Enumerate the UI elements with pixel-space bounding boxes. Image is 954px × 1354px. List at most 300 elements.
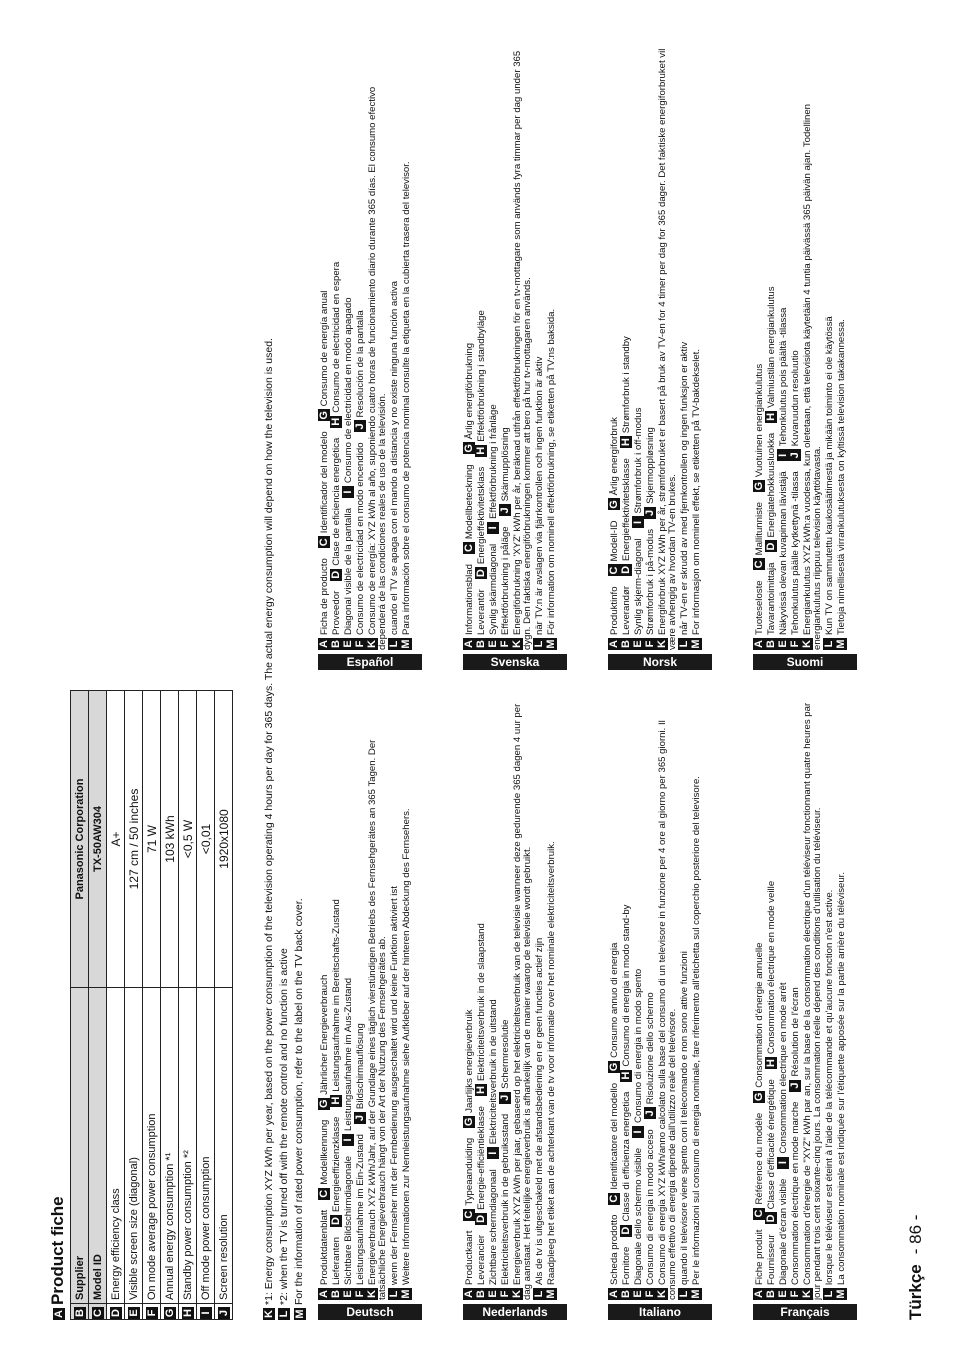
language-item	[355, 310, 366, 432]
language-line	[644, 690, 656, 1300]
row-key	[107, 1304, 125, 1320]
language-item	[790, 350, 801, 461]
item-text: Consumo de energía: XYZ kWh al año, suponiendo cuatro horas de funcionamiento diario durante 365 días. El consumo efectivo dependerá de las condiciones reales de uso de la televisión.	[366, 86, 388, 650]
item-key-badge: H	[475, 1084, 487, 1096]
language-line	[388, 40, 400, 650]
item-text: Leverantör	[475, 589, 487, 635]
row-key-badge: J	[218, 1307, 230, 1319]
item-text: Classe di efficienza energetica	[620, 1091, 632, 1222]
item-key-badge: F	[499, 1288, 511, 1300]
item-text: Ficha de producto	[318, 558, 330, 635]
item-key-badge: D	[475, 567, 487, 579]
item-text: Fournisseur	[765, 1234, 777, 1285]
item-text: Valmiustilan energiankulutus	[765, 286, 777, 408]
item-key-badge: D	[765, 1212, 777, 1224]
item-text: Strømforbruk i off-modus	[632, 407, 644, 514]
item-key-badge: B	[620, 638, 632, 650]
item-text: Energiforbruk XYZ kWh per år, strømforbruket er basert på bruk av TV-en for 4 timer per dag for 365 dager. Det faktiske energiforbruket vil være avhengig av hvordan TV-en brukes.	[656, 48, 678, 650]
language-name: Svenska	[490, 654, 540, 669]
language-item	[319, 431, 330, 548]
item-key-badge: J	[499, 1092, 511, 1104]
item-key-badge: K	[656, 1288, 668, 1300]
language-line	[318, 690, 330, 1300]
language-item	[343, 1156, 354, 1300]
row-label: Model ID	[89, 988, 107, 1304]
item-text: Energiatehokkuusluokka	[765, 432, 777, 538]
language-name-bar	[318, 654, 422, 670]
fiche-row	[179, 691, 197, 1320]
language-item	[645, 1129, 656, 1300]
language-line	[388, 690, 400, 1300]
language-name-bar	[463, 654, 567, 670]
row-label: Visible screen size (diagonal)	[125, 988, 143, 1304]
language-line	[835, 690, 847, 1300]
item-text: Leverandør	[620, 585, 632, 635]
language-line	[342, 40, 354, 650]
language-item	[836, 319, 847, 650]
row-label: Screen resolution	[215, 988, 233, 1304]
row-key-badge: C	[92, 1307, 104, 1319]
language-name: Norsk	[642, 654, 678, 669]
language-item	[488, 544, 499, 650]
language-item	[401, 161, 412, 650]
language-item	[790, 1102, 801, 1300]
language-item	[633, 1148, 644, 1300]
language-block	[463, 40, 567, 670]
language-body	[608, 690, 702, 1300]
row-value: TX-50AW304	[89, 691, 107, 988]
row-value: <0,01	[197, 691, 215, 988]
language-item	[534, 357, 545, 650]
language-item	[476, 589, 487, 650]
item-text: när TV:n är avslagen via fjärrkontrollen och ingen funktion är aktiv	[533, 356, 545, 635]
item-text: Näkyvissä olevan kuvapinnan lävistäjä	[777, 471, 789, 635]
item-key-badge: G	[318, 411, 330, 420]
item-key-badge: E	[632, 1288, 644, 1300]
row-value: 1920x1080	[215, 691, 233, 988]
language-item	[778, 471, 789, 650]
language-item	[609, 1215, 620, 1300]
item-text: Consumo de energía anual	[318, 290, 330, 407]
item-text: Per le informazioni sul consumo di energia nominale, fare riferimento all'etichetta sul coperchio posteriore del televisore.	[690, 776, 702, 1285]
language-line	[608, 690, 620, 1300]
item-text: Produktdatenblatt	[318, 1209, 330, 1285]
item-text: Consumo di energia in modo stand-by	[620, 904, 632, 1067]
language-item	[500, 1114, 511, 1300]
language-item	[621, 336, 632, 448]
item-key-badge: A	[463, 638, 475, 650]
language-block	[318, 40, 422, 670]
item-text: Strømforbruk i på-modus	[644, 528, 656, 635]
language-item	[476, 467, 487, 579]
language-item	[464, 564, 475, 650]
item-text: Para información sobre el consumo de potencia nominal consulte la etiqueta en la cubierta trasera del televisor.	[400, 161, 412, 635]
item-text: Modell-ID	[608, 520, 620, 562]
language-line	[475, 40, 487, 650]
language-line	[400, 690, 412, 1300]
item-text: lorsque le téléviseur est éteint à l'aide de la télécommande et qu'aucune fonction n'est active.	[823, 889, 835, 1285]
page-number: - 86 -	[906, 1214, 925, 1255]
language-name: Suomi	[786, 654, 824, 669]
item-text: La consommation nominale est indiquée sur l'étiquette apposée sur la partie arrière du téléviseur.	[835, 871, 847, 1285]
language-item	[476, 310, 487, 457]
item-key-badge: A	[318, 1288, 330, 1300]
item-key-badge: K	[801, 1288, 813, 1300]
item-text: Identificador del modelo	[318, 431, 330, 534]
item-key-badge: F	[644, 1288, 656, 1300]
item-text: Årlig energiforbruk	[608, 417, 620, 496]
item-key-badge: I	[487, 1147, 499, 1159]
language-item	[754, 502, 765, 570]
item-text: Raadpleeg het etiket aan de achterkant van de tv voor informatie over het nominale elektriciteitsverbruik.	[545, 841, 557, 1285]
item-key-badge: H	[765, 1057, 777, 1069]
footnote	[263, 70, 275, 1320]
item-key-badge: K	[366, 638, 378, 650]
language-item	[633, 538, 644, 650]
item-text: Proveedor	[330, 590, 342, 635]
item-text: Synlig skjerm-diagonal	[632, 538, 644, 635]
row-key-badge: E	[128, 1307, 140, 1319]
language-line	[487, 40, 499, 650]
item-key-badge: I	[632, 1126, 644, 1138]
language-item	[766, 433, 777, 553]
item-key-badge: E	[487, 1288, 499, 1300]
item-text: Tuoteseloste	[753, 580, 765, 635]
item-key-badge: G	[608, 1062, 620, 1072]
row-key-badge: I	[200, 1307, 212, 1319]
item-key-badge: F	[354, 1288, 366, 1300]
item-text: För information om nominell effektförbrukning, se etiketten på TV:ns baksida.	[545, 308, 557, 635]
language-item	[355, 442, 366, 650]
language-item	[546, 309, 557, 650]
item-text: Bildschirmauflösung	[354, 1023, 366, 1110]
language-line	[789, 40, 801, 650]
item-key-badge: F	[354, 638, 366, 650]
item-key-badge: K	[511, 638, 523, 650]
item-key-badge: H	[620, 1070, 632, 1082]
item-key-badge: M	[400, 1289, 413, 1299]
row-key	[179, 1304, 197, 1320]
item-text: Resolución de la pantalla	[354, 310, 366, 418]
item-key-badge: A	[463, 1288, 475, 1300]
language-item	[355, 1134, 366, 1300]
language-item	[331, 262, 342, 428]
language-line	[678, 40, 690, 650]
row-key-badge: D	[110, 1307, 122, 1319]
footnote-key-badge: L	[278, 1308, 290, 1320]
item-text: Typeaanduiding	[463, 1137, 475, 1206]
item-text: Jährlicher Energieverbrauch	[318, 974, 330, 1095]
item-key-badge: G	[753, 1092, 765, 1102]
item-key-badge: C	[608, 564, 620, 576]
language-item	[331, 438, 342, 581]
item-text: Tehonkulutus pois päältä -tilassa	[777, 307, 789, 447]
product-fiche-title	[48, 1196, 68, 1320]
title-key-badge: A	[53, 1308, 65, 1320]
language-item	[824, 316, 835, 650]
row-value: 127 cm / 50 inches	[125, 691, 143, 988]
language-item	[657, 49, 678, 650]
language-item	[778, 982, 789, 1168]
item-text: Diagonale dello schermo visibile	[632, 1147, 644, 1285]
language-item	[343, 297, 354, 498]
language-item	[766, 562, 777, 650]
language-line	[620, 690, 632, 1300]
language-name-bar	[463, 1304, 567, 1320]
language-block	[608, 690, 712, 1320]
item-text: Als de tv is uitgeschakeld met de afstandsbediening en er geen functies actief zijn	[533, 937, 545, 1285]
item-text: Elektriciteitsverbruik in de uitstand	[487, 999, 499, 1145]
row-key	[215, 1304, 233, 1320]
item-key-badge: F	[499, 638, 511, 650]
language-item	[766, 1079, 777, 1224]
item-key-badge: E	[632, 638, 644, 650]
language-item	[645, 529, 656, 650]
item-text: Strømforbruk i standby	[620, 336, 632, 434]
fiche-row	[71, 691, 89, 1320]
language-line	[690, 690, 702, 1300]
language-item	[546, 841, 557, 1300]
item-key-badge: I	[342, 486, 354, 498]
language-line	[366, 40, 388, 650]
footnotes	[263, 70, 309, 1320]
item-key-badge: C	[753, 1208, 765, 1220]
language-name-bar	[608, 1304, 712, 1320]
item-text: Energieeffizienzklasse	[330, 1116, 342, 1212]
fiche-row	[107, 691, 125, 1320]
language-block	[463, 690, 567, 1320]
language-line	[823, 40, 835, 650]
item-text: Fiche produit	[753, 1229, 765, 1285]
item-key-badge: M	[835, 639, 848, 649]
language-item	[500, 1020, 511, 1104]
language-item	[331, 591, 342, 650]
item-key-badge: I	[342, 1134, 354, 1146]
language-item	[319, 558, 330, 650]
item-key-badge: I	[487, 522, 499, 534]
item-key-badge: H	[765, 411, 777, 423]
row-value: 103 kWh	[161, 691, 179, 988]
section-label: Türkçe	[906, 1264, 925, 1320]
item-key-badge: L	[533, 638, 545, 650]
language-block	[608, 40, 712, 670]
item-text: Energiankulutus XYZ kWh:a vuodessa, kun oletetaan, että televisiota käytetään 4 tuntia päivässä 365 päivän ajan. Todellinen energiankulutus riippuu television käyttötavasta.	[801, 103, 823, 650]
language-item	[621, 586, 632, 650]
language-item	[476, 923, 487, 1096]
language-item	[331, 899, 342, 1107]
language-item	[679, 951, 690, 1300]
item-text: Référence du modèle	[753, 1112, 765, 1205]
language-line	[690, 40, 702, 650]
item-text: Energieverbruik XYZ kWh per jaar, gebaseerd op het elektriciteitsverbruik van de televisie wanneer deze gedurende 365 dagen 4 uur per dag aanstaat. Het feitelijke energieverbruik is afhankelijk van de manier waarop de televisie wordt gebruikt.	[511, 703, 533, 1300]
row-label: Energy efficiency class	[107, 988, 125, 1304]
language-body	[608, 40, 702, 650]
language-item	[500, 526, 511, 650]
language-item	[331, 1237, 342, 1300]
language-line	[632, 40, 644, 650]
item-text: Weitere Informationen zur Nennleistungsaufnahme siehe Aufkleber auf der hinteren Abdeckung des Fernsehers.	[400, 808, 412, 1285]
language-line	[499, 40, 511, 650]
item-text: Résolution de l'écran	[789, 987, 801, 1077]
language-item	[754, 942, 765, 1102]
language-line	[620, 40, 632, 650]
language-item	[488, 404, 499, 533]
language-item	[401, 808, 412, 1300]
item-text: Productkaart	[463, 1230, 475, 1285]
item-key-badge: H	[620, 436, 632, 448]
row-key	[89, 1304, 107, 1320]
language-line	[511, 690, 533, 1300]
item-text: Informationsblad	[463, 564, 475, 635]
item-key-badge: G	[753, 481, 765, 491]
language-item	[464, 464, 475, 554]
item-text: Energieffektivitetsklass	[475, 466, 487, 565]
row-key	[125, 1304, 143, 1320]
language-item	[621, 1247, 632, 1300]
item-text: wenn der Fernseher mit der Fernbedienung ausgeschaltet wird und keine Funktion aktiviert ist	[388, 886, 400, 1285]
item-key-badge: L	[678, 638, 690, 650]
row-key-badge: F	[146, 1307, 158, 1319]
language-item	[836, 872, 847, 1300]
item-text: Leverancier	[475, 1234, 487, 1285]
item-key-badge: M	[545, 639, 558, 649]
language-item	[691, 349, 702, 650]
footnote-text: *1: Energy consumption XYZ kWh per year, based on the power consumption of the television operating 4 hours per day for 365 days. The actual energy consumption will depend on how the television is used.	[263, 338, 275, 1305]
fiche-row	[161, 691, 179, 1320]
language-line	[463, 40, 475, 650]
language-line	[545, 690, 557, 1300]
language-name-bar	[753, 1304, 857, 1320]
item-key-badge: F	[789, 638, 801, 650]
language-name: Français	[780, 1304, 830, 1319]
item-text: Jaarlijks energieverbruik	[463, 1009, 475, 1113]
item-text: Zichtbare schermdiagonaal	[487, 1169, 499, 1285]
language-item	[512, 51, 533, 650]
item-key-badge: M	[690, 1289, 703, 1299]
item-key-badge: B	[330, 1288, 342, 1300]
language-item	[621, 458, 632, 576]
item-text: Effektförbrukning i påläge	[499, 526, 511, 635]
language-item	[319, 291, 330, 422]
item-key-badge: M	[690, 639, 703, 649]
item-key-badge: H	[330, 1095, 342, 1107]
item-text: quando il televisore viene spento con il telecomando e non sono attive funzioni	[678, 951, 690, 1285]
item-key-badge: D	[330, 1215, 342, 1227]
item-text: For informasjon om nominell effekt, se etiketten på TV-bakdekselet.	[690, 348, 702, 635]
item-text: Identificatore del modello	[608, 1082, 620, 1190]
language-item	[367, 87, 388, 650]
row-key-badge: G	[163, 1308, 176, 1318]
footnote-text: *2: when the TV is turned off with the remote control and no function is active	[278, 948, 291, 1305]
item-key-badge: E	[777, 638, 789, 650]
language-line	[632, 690, 644, 1300]
row-value: 71 W	[143, 691, 161, 988]
language-line	[318, 40, 330, 650]
item-key-badge: C	[608, 1193, 620, 1205]
item-text: Consommation électrique en mode arrêt	[777, 982, 789, 1154]
item-text: Energie-efficiëntieklasse	[475, 1106, 487, 1210]
footnote-key-badge: M	[293, 1309, 306, 1319]
item-text: Kuvaruudun resoluutio	[789, 350, 801, 447]
item-text: Tavarantoimittaja	[765, 562, 777, 635]
item-key-badge: L	[823, 1288, 835, 1300]
language-line	[801, 690, 823, 1300]
item-text: Skärmupplösning	[499, 427, 511, 502]
row-key	[197, 1304, 215, 1320]
item-text: Elektriciteitsverbruik in de slaapstand	[475, 923, 487, 1082]
language-line	[366, 690, 388, 1300]
language-line	[801, 40, 823, 650]
item-key-badge: I	[632, 516, 644, 528]
item-text: Tehonkulutus päälle kytkettynä -tilassa	[789, 471, 801, 635]
row-label: On mode average power consumption	[143, 988, 161, 1304]
language-item	[802, 703, 823, 1300]
row-value: A+	[107, 691, 125, 988]
item-text: Consumo de electricidad en modo encendido	[354, 442, 366, 635]
footnote	[293, 70, 305, 1320]
item-text: Clase de eficiencia energética	[330, 437, 342, 566]
language-item	[464, 1009, 475, 1127]
item-text: Lieferanten	[330, 1236, 342, 1285]
item-key-badge: B	[330, 638, 342, 650]
item-text: Produktinfo	[608, 586, 620, 635]
item-key-badge: L	[678, 1288, 690, 1300]
row-key	[71, 1304, 89, 1320]
language-item	[766, 287, 777, 423]
item-key-badge: A	[753, 638, 765, 650]
item-key-badge: D	[475, 1213, 487, 1225]
language-name: Español	[346, 654, 394, 669]
footnote-text: For the information of rated power consumption, refer to the label on the TV back cover.	[293, 898, 306, 1305]
language-item	[824, 890, 835, 1300]
item-text: Effektförbrukning i standbyläge	[475, 310, 487, 442]
footnote-key-badge: K	[263, 1308, 275, 1320]
item-text: Consommation d'énergie de "XYZ" kWh par an, sur la base de la consommation électrique d'un téléviseur fonctionnant quatre heures par jour pendant trois cent soixante-cinq jours. La consommation réelle dépend des conditions d'utilisation du téléviseur.	[801, 702, 823, 1300]
language-item	[488, 999, 499, 1159]
item-text: Synlig skärmdiagonal	[487, 543, 499, 635]
row-value: Panasonic Corporation	[71, 691, 89, 988]
item-text: Skjermoppløsning	[644, 427, 656, 504]
item-text: Årlig energiförbrukning	[463, 342, 475, 440]
language-body	[318, 40, 412, 650]
language-line	[533, 40, 545, 650]
language-line	[545, 40, 557, 650]
language-item	[319, 1210, 330, 1300]
item-key-badge: E	[342, 1288, 354, 1300]
language-item	[609, 1083, 620, 1205]
language-item	[633, 408, 644, 529]
item-text: Diagonal visible de la pantalla	[342, 508, 354, 635]
item-key-badge: J	[354, 420, 366, 432]
language-item	[355, 1023, 366, 1124]
language-item	[534, 938, 545, 1300]
language-item	[464, 1138, 475, 1221]
language-block	[753, 40, 857, 670]
item-key-badge: F	[644, 638, 656, 650]
item-text: Modellbeteckning	[463, 464, 475, 540]
item-text: Classe d'efficacité énergétique	[765, 1079, 777, 1210]
language-line	[753, 690, 765, 1300]
item-key-badge: K	[511, 1288, 523, 1300]
item-key-badge: J	[499, 504, 511, 516]
language-item	[500, 427, 511, 516]
item-text: Consumo di energia XYZ kWh/anno calcolato sulla base del consumo di un televisore in funzione per 4 ore al giorno per 365 giorni. Il consumo effettivo di energia dipende dall'utilizzo reale del televisore.	[656, 720, 678, 1300]
language-item	[645, 992, 656, 1119]
language-item	[476, 1106, 487, 1225]
item-key-badge: B	[475, 638, 487, 650]
language-item	[331, 1117, 342, 1227]
row-key	[143, 1304, 161, 1320]
